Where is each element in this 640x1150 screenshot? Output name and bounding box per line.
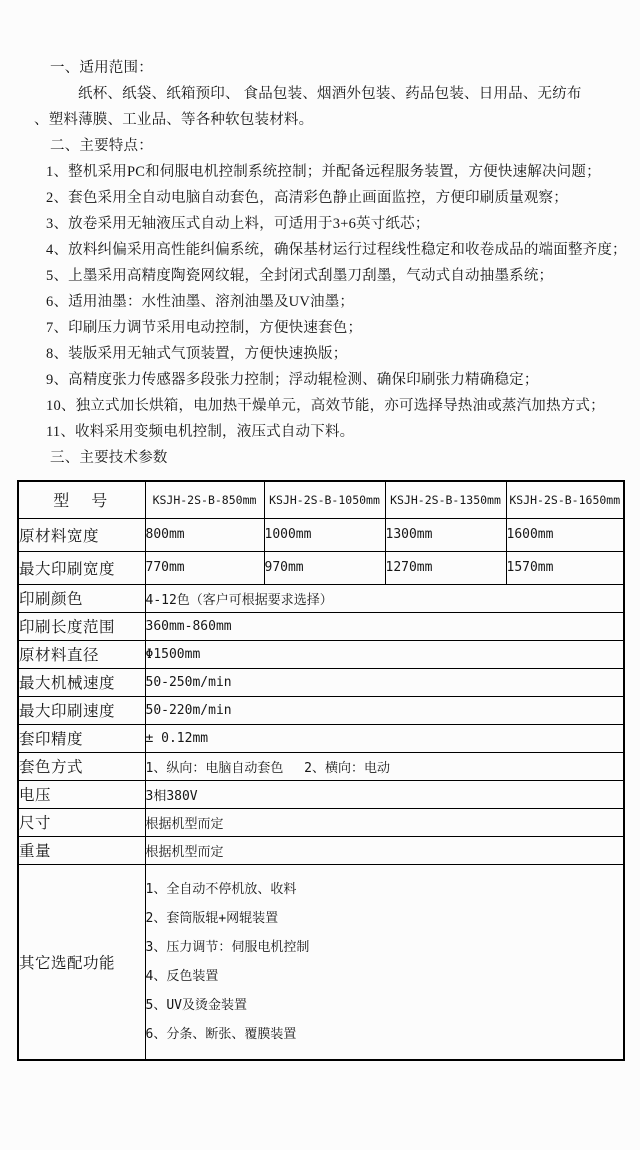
- spec-value: 1270mm: [385, 551, 506, 584]
- option-item-3: 3、压力调节：伺服电机控制: [145, 939, 310, 955]
- model-name-2: KSJH-2S-B-1050mm: [264, 481, 385, 518]
- table-row-weight: [18, 836, 624, 864]
- spec-label: 原材料宽度: [18, 518, 145, 551]
- section3-heading: 三、主要技术参数: [50, 450, 168, 466]
- spec-value: 4-12色（客户可根据要求选择）: [145, 584, 624, 612]
- section2-heading: 二、主要特点：: [50, 138, 153, 154]
- spec-value: 50-220m/min: [145, 696, 624, 724]
- spec-value: 根据机型而定: [145, 836, 624, 864]
- option-item-2: 2、套筒版辊+网辊装置: [145, 910, 279, 926]
- feature-item-10: 10、独立式加长烘箱，电加热干燥单元，高效节能，亦可选择导热油或蒸汽加热方式；: [46, 398, 605, 414]
- table-row-max-print-speed: [18, 696, 624, 724]
- spec-label: 最大印刷宽度: [18, 551, 145, 584]
- feature-item-11: 11、收料采用变频电机控制，液压式自动下料。: [46, 424, 355, 440]
- spec-value: Φ1500mm: [145, 640, 624, 668]
- feature-item-8: 8、装版采用无轴式气顶装置，方便快速换版；: [46, 346, 348, 362]
- spec-value: 770mm: [145, 551, 264, 584]
- option-item-6: 6、分条、断张、覆膜装置: [145, 1026, 297, 1042]
- feature-item-6: 6、适用油墨：水性油墨、溶剂油墨及UV油墨；: [46, 294, 355, 310]
- model-name-1: KSJH-2S-B-850mm: [145, 481, 264, 518]
- spec-value: 1600mm: [506, 518, 624, 551]
- table-row-max-print-width: [18, 551, 624, 584]
- table-row-register-accuracy: [18, 724, 624, 752]
- spec-value: 1300mm: [385, 518, 506, 551]
- spec-value: 1000mm: [264, 518, 385, 551]
- spec-label: 原材料直径: [18, 640, 145, 668]
- table-header-row: [18, 481, 624, 518]
- spec-value: 360mm-860mm: [145, 612, 624, 640]
- spec-value: 3相380V: [145, 780, 624, 808]
- feature-item-4: 4、放料纠偏采用高性能纠偏系统，确保基材运行过程线性稳定和收卷成品的端面整齐度；: [46, 242, 627, 258]
- table-row-max-mechanical-speed: [18, 668, 624, 696]
- spec-value: 1570mm: [506, 551, 624, 584]
- feature-item-3: 3、放卷采用无轴液压式自动上料，可适用于3+6英寸纸芯；: [46, 216, 430, 232]
- table-row-voltage: [18, 780, 624, 808]
- feature-item-1: 1、整机采用PC和伺服电机控制系统控制；并配备远程服务装置，方便快速解决问题；: [46, 164, 601, 180]
- table-row-dimensions: [18, 808, 624, 836]
- table-row-print-colors: [18, 584, 624, 612]
- spec-value: ± 0.12mm: [145, 724, 624, 752]
- section1-body-line1: 纸杯、纸袋、纸箱预印、 食品包装、烟酒外包装、药品包装、日用品、无纺布: [78, 86, 582, 102]
- spec-label: 套印精度: [18, 724, 145, 752]
- model-name-3: KSJH-2S-B-1350mm: [385, 481, 506, 518]
- feature-item-5: 5、上墨采用高精度陶瓷网纹辊，全封闭式刮墨刀刮墨，气动式自动抽墨系统；: [46, 268, 554, 284]
- spec-value: 50-250m/min: [145, 668, 624, 696]
- model-header-label: 型 号: [18, 481, 145, 518]
- table-row-print-length: [18, 612, 624, 640]
- table-row-register-mode: [18, 752, 624, 780]
- option-item-4: 4、反色装置: [145, 968, 219, 984]
- feature-item-9: 9、高精度张力传感器多段张力控制；浮动辊检测、确保印刷张力精确稳定；: [46, 372, 539, 388]
- option-item-5: 5、UV及烫金装置: [145, 997, 247, 1013]
- spec-value: 1、纵向：电脑自动套色 2、横向：电动: [145, 752, 624, 780]
- table-row-material-width: [18, 518, 624, 551]
- spec-label: 尺寸: [18, 808, 145, 836]
- table-row-material-diameter: [18, 640, 624, 668]
- model-name-4: KSJH-2S-B-1650mm: [506, 481, 624, 518]
- spec-label: 最大印刷速度: [18, 696, 145, 724]
- section1-heading: 一、适用范围：: [50, 60, 153, 76]
- spec-value: 根据机型而定: [145, 808, 624, 836]
- section1-body-line2: 、塑料薄膜、工业品、等各种软包装材料。: [34, 112, 314, 128]
- spec-label: 电压: [18, 780, 145, 808]
- feature-item-7: 7、印刷压力调节采用电动控制，方便快速套色；: [46, 320, 363, 336]
- spec-value: 800mm: [145, 518, 264, 551]
- spec-value: 970mm: [264, 551, 385, 584]
- spec-label: 套色方式: [18, 752, 145, 780]
- spec-label: 最大机械速度: [18, 668, 145, 696]
- table-row-optional-features: [18, 864, 624, 1060]
- option-item-1: 1、全自动不停机放、收料: [145, 881, 297, 897]
- specs-table: [17, 480, 625, 1061]
- spec-label: 其它选配功能: [18, 864, 145, 1060]
- spec-label: 印刷长度范围: [18, 612, 145, 640]
- optional-features-cell: [145, 864, 624, 1060]
- feature-item-2: 2、套色采用全自动电脑自动套色，高清彩色静止画面监控，方便印刷质量观察；: [46, 190, 568, 206]
- spec-label: 重量: [18, 836, 145, 864]
- spec-label: 印刷颜色: [18, 584, 145, 612]
